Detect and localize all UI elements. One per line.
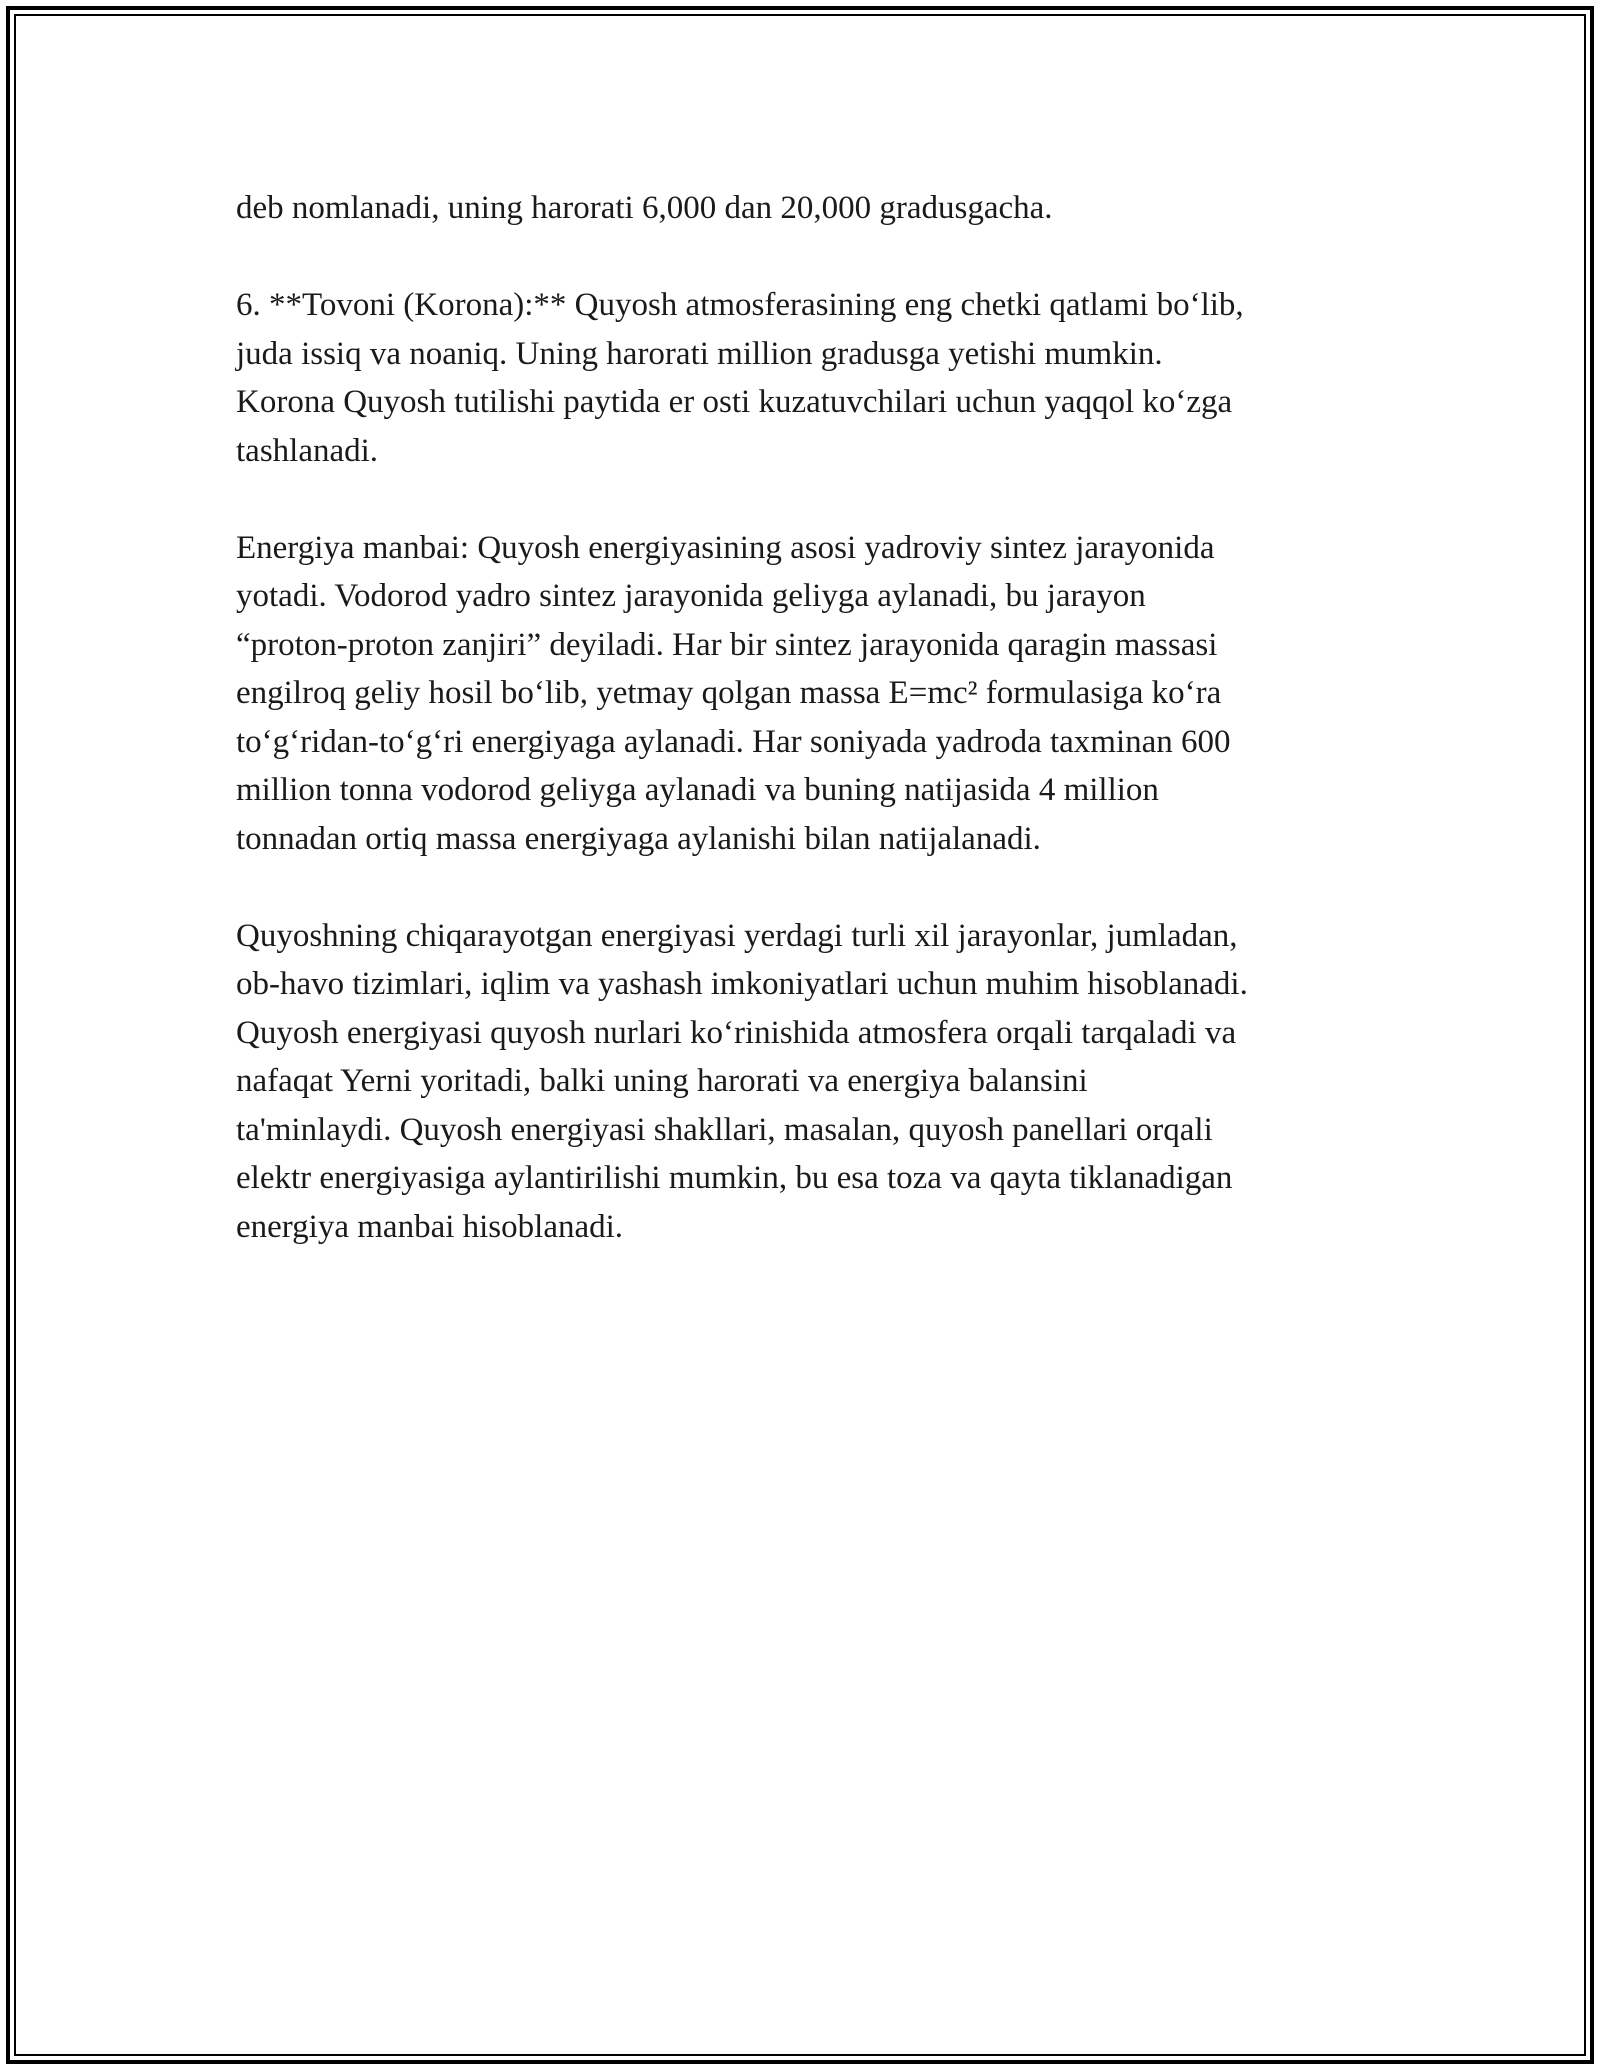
text-line: engilroq geliy hosil bo‘lib, yetmay qolgan massa E=mc² formulasiga ko‘ra xyxy=(236,675,1222,711)
text-line: Quyosh energiyasi quyosh nurlari ko‘rinishida atmosfera orqali tarqaladi va xyxy=(236,1014,1237,1051)
text-line: ob-havo tizimlari, iqlim va yashash imkoniyatlari uchun muhim hisoblanadi. xyxy=(236,966,1248,1002)
text-line: Energiya manbai: Quyosh energiyasining asosi yadroviy sintez jarayonida xyxy=(236,529,1215,566)
text-line: Korona Quyosh tutilishi paytida er osti kuzatuvchilari uchun yaqqol ko‘zga xyxy=(236,384,1233,420)
text-line: tashlanadi. xyxy=(236,432,379,469)
text-line: Quyoshning chiqarayotgan energiyasi yerdagi turli xil jarayonlar, jumladan, xyxy=(236,917,1238,954)
paragraph-1 xyxy=(236,184,1366,233)
text-line: elektr energiyasiga aylantirilishi mumkin, bu esa toza va qayta tiklanadigan xyxy=(236,1160,1233,1196)
paragraph-3 xyxy=(236,524,1366,864)
text-line: tonnadan ortiq massa energiyaga aylanishi bilan natijalanadi. xyxy=(236,820,1041,857)
paragraph-2 xyxy=(236,281,1366,475)
text-line: nafaqat Yerni yoritadi, balki uning harorati va energiya balansini xyxy=(236,1063,1088,1099)
text-line: ta'minlaydi. Quyosh energiyasi shakllari, masalan, quyosh panellari orqali xyxy=(236,1111,1213,1148)
text-line: to‘g‘ridan-to‘g‘ri energiyaga aylanadi. Har soniyada yadroda taxminan 600 xyxy=(236,723,1231,760)
text-line: energiya manbai hisoblanadi. xyxy=(236,1208,624,1245)
text-line: million tonna vodorod geliyga aylanadi va buning natijasida 4 million xyxy=(236,772,1159,808)
text-line: juda issiq va noaniq. Uning harorati million gradusga yetishi mumkin. xyxy=(236,335,1163,372)
paragraph-4 xyxy=(236,912,1366,1252)
text-line: 6. **Tovoni (Korona):** Quyosh atmosferasining eng chetki qatlami bo‘lib, xyxy=(236,287,1244,323)
text-line: yotadi. Vodorod yadro sintez jarayonida geliyga aylanadi, bu jarayon xyxy=(236,578,1146,614)
document-body xyxy=(236,184,1366,1300)
text-line: deb nomlanadi, uning harorati 6,000 dan 20,000 gradusgacha. xyxy=(236,190,1053,226)
text-line: “proton-proton zanjiri” deyiladi. Har bir sintez jarayonida qaragin massasi xyxy=(236,626,1218,663)
